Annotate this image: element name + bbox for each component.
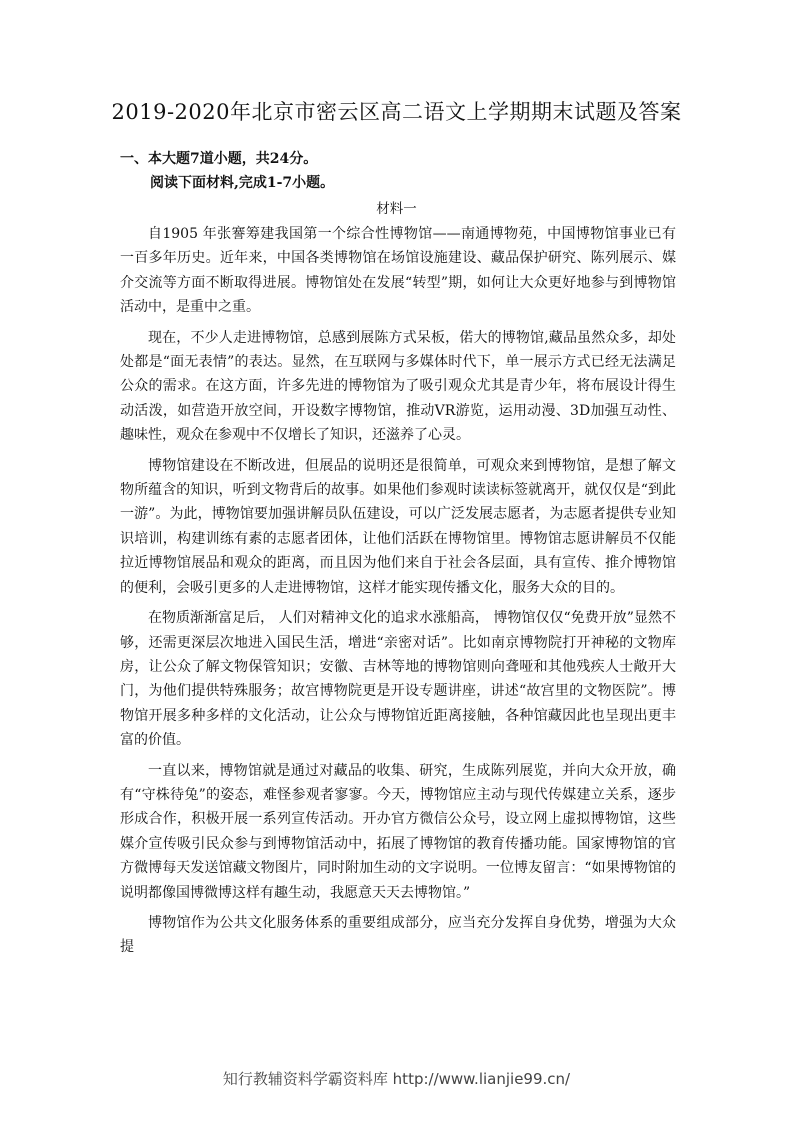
article-body <box>120 222 676 966</box>
paragraph-6: 博物馆作为公共文化服务体系的重要组成部分，应当充分发挥自身优势，增强为大众提 <box>120 914 676 956</box>
paragraph-4: 在物质渐渐富足后， 人们对精神文化的追求水涨船高， 博物馆仅仅“免费开放”显然不够，还需更深层次地进入国民生活，增进“亲密对话”。比如南京博物院打开神秘的文物库房，让公众了解文物保管知识；安徽、吉林等地的博物馆则向聋哑和其他残疾人士敞开大门，为他们提供特殊服务；故宫博物院更是开设专题讲座，讲述“故宫里的文物医院”。博物馆开展多种多样的文化活动，让公众与博物馆近距离接触，各种馆藏因此也呈现出更丰富的价值。 <box>120 610 676 749</box>
page-title: 2019-2020年北京市密云区高二语文上学期期末试题及答案 <box>111 100 682 124</box>
reading-instruction: 阅读下面材料,完成1-7小题。 <box>150 175 335 191</box>
material-label: 材料一 <box>376 201 417 217</box>
paragraph-1: 自1905 年张謇筹建我国第一个综合性博物馆——南通博物苑，中国博物馆事业已有一百多年历史。近年来，中国各类博物馆在场馆设施建设、藏品保护研究、陈列展示、媒介交流等方面不断取得进展。博物馆处在发展“转型”期，如何让大众更好地参与到博物馆活动中，是重中之重。 <box>120 226 676 316</box>
paragraph-2: 现在，不少人走进博物馆，总感到展陈方式呆板，偌大的博物馆,藏品虽然众多，却处处都是“面无表情”的表达。显然，在互联网与多媒体时代下，单一展示方式已经无法满足公众的需求。在这方面，许多先进的博物馆为了吸引观众尤其是青少年，将布展设计得生动活泼，如营造开放空间，开设数字博物馆，推动VR游览，运用动漫、3D加强互动性、趣味性，观众在参观中不仅增长了知识，还滋养了心灵。 <box>120 329 676 444</box>
footer-source-link[interactable]: 知行教辅资料学霸资料库 http://www.lianjie99.cn/ <box>222 1070 571 1088</box>
paragraph-3: 博物馆建设在不断改进，但展品的说明还是很简单，可观众来到博物馆，是想了解文物所蕴含的知识，听到文物背后的故事。如果他们参观时读读标签就离开，就仅仅是“到此一游”。为此，博物馆要加强讲解员队伍建设，可以广泛发展志愿者，为志愿者提供专业知识培训，构建训练有素的志愿者团体，让他们活跃在博物馆里。博物馆志愿讲解员不仅能拉近博物馆展品和观众的距离，而且因为他们来自于社会各层面，具有宣传、推介博物馆的便利，会吸引更多的人走进博物馆，这样才能实现传播文化，服务大众的目的。 <box>120 457 676 596</box>
section-heading: 一、本大题7道小题，共24分。 <box>120 151 318 167</box>
paragraph-5: 一直以来，博物馆就是通过对藏品的收集、研究，生成陈列展览，并向大众开放，确有“守株待兔”的姿态，难怪参观者寥寥。今天，博物馆应主动与现代传媒建立关系，逐步形成合作，积极开展一系列宣传活动。开办官方微信公众号，设立网上虚拟博物馆，这些媒介宣传吸引民众参与到博物馆活动中，拓展了博物馆的教育传播功能。国家博物馆的官方微博每天发送馆藏文物图片，同时附加生动的文字说明。一位博友留言：“如果博物馆的说明都像国博微博这样有趣生动，我愿意天天去博物馆。” <box>120 762 676 901</box>
